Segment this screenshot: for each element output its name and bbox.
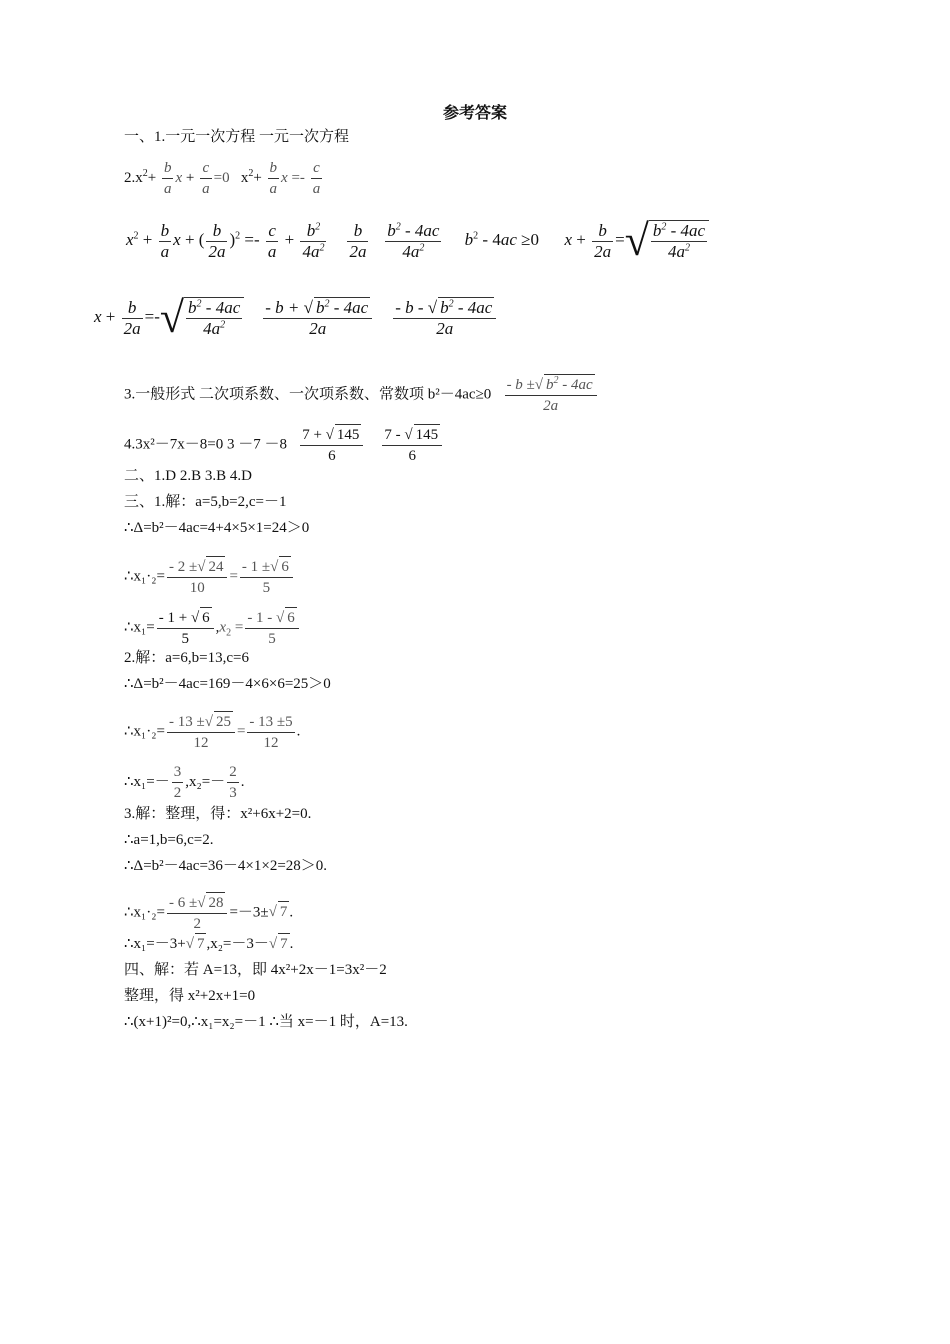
solution-2-roots: ∴x₁·₂= $\frac{- 13 \pm√ 25}{12}$ = $\frac{- 13 \pm 5}{12}$ . — [124, 711, 300, 753]
answer-4-line-1: 四、解：若 A=13，即 4x²+2x－1=3x²－2 — [124, 962, 387, 978]
formula-complete-square: $x^2$ + $\frac{b}{a}$ x + ( $\frac{b}{2a}$ )$^2$ =- $\frac{c}{a}$ + $\frac{b^2}{4a^2}$ $\frac{b}{2a}$ $\frac{b^2 - 4ac}{4a^2}$ $b^2 - 4ac \ge 0$ x + $\frac{b}{2a}$ =√ $\frac{b^2 - 4ac}{4a^2}$ — [126, 220, 709, 262]
answer-4-line-2: 整理，得 x²+2x+1=0 — [124, 988, 256, 1004]
solution-1-x1-x2: ∴x₁= $\frac{- 1 + √ 6}{5}$ $,x_2$ = $\frac{- 1 - √ 6}{5}$ — [124, 607, 301, 649]
solution-3-roots: ∴x₁·₂= $\frac{- 6 \pm√ 28}{2}$ =－3±√ 7 . — [124, 892, 293, 934]
answer-2: 二、1.D 2.B 3.B 4.D — [124, 468, 252, 484]
formula-negative-root: x + $\frac{b}{2a}$ =-√ $\frac{b^2 - 4ac}{4a^2}$ $\frac{- b + √ b^2 - 4ac}{2a}$ $\frac{- b - √ b^2 - 4ac}{2a}$ — [94, 297, 498, 339]
solution-2-delta: ∴Δ=b²－4ac=169－4×6×6=25＞0 — [124, 676, 331, 692]
solution-3-abc: ∴a=1,b=6,c=2. — [124, 832, 214, 848]
answer-1-2: $2.x^2+$ $\frac{b}{a}$ x + $\frac{c}{a}$ =0 $x^2+$ $\frac{b}{a}$ x =- $\frac{c}{a}$ — [124, 160, 321, 197]
solution-3-x1-x2: ∴x₁=－3+√ 7 ,x₂=－3－√ 7 . — [124, 933, 293, 954]
answer-1-1: 一、1.一元一次方程 一元一次方程 — [124, 129, 350, 145]
page-title: 参考答案 — [442, 105, 507, 122]
solution-3-delta: ∴Δ=b²－4ac=36－4×1×2=28＞0. — [124, 858, 328, 874]
solution-2-head: 2.解：a=6,b=13,c=6 — [124, 650, 249, 666]
solution-1-head: 三、1.解：a=5,b=2,c=－1 — [124, 494, 287, 510]
solution-1-roots: ∴x₁·₂= $\frac{- 2 \pm√ 24}{10}$ = $\frac{- 1 \pm√ 6}{5}$ — [124, 556, 295, 598]
answer-1-3: 3.一般形式 二次项系数、一次项系数、常数项 b²－4ac≥0 $\frac{- b \pm√ b^2 - 4ac}{2a}$ — [124, 374, 599, 416]
solution-3-head: 3.解：整理，得：x²+6x+2=0. — [124, 806, 312, 822]
answer-4-line-3: ∴(x+1)²=0,∴x₁=x₂=－1 ∴当 x=－1 时，A=13. — [124, 1014, 408, 1030]
answer-1-4: 4.3x²－7x－8=0 3 －7 －8 $\frac{7 + √ 145}{6}$ $\frac{7 - √ 145}{6}$ — [124, 424, 444, 466]
solution-1-delta: ∴Δ=b²－4ac=4+4×5×1=24＞0 — [124, 520, 310, 536]
solution-2-x1-x2: ∴x₁=－ $\frac{3}{2}$ ,x₂=－ $\frac{2}{3}$ . — [124, 764, 245, 801]
